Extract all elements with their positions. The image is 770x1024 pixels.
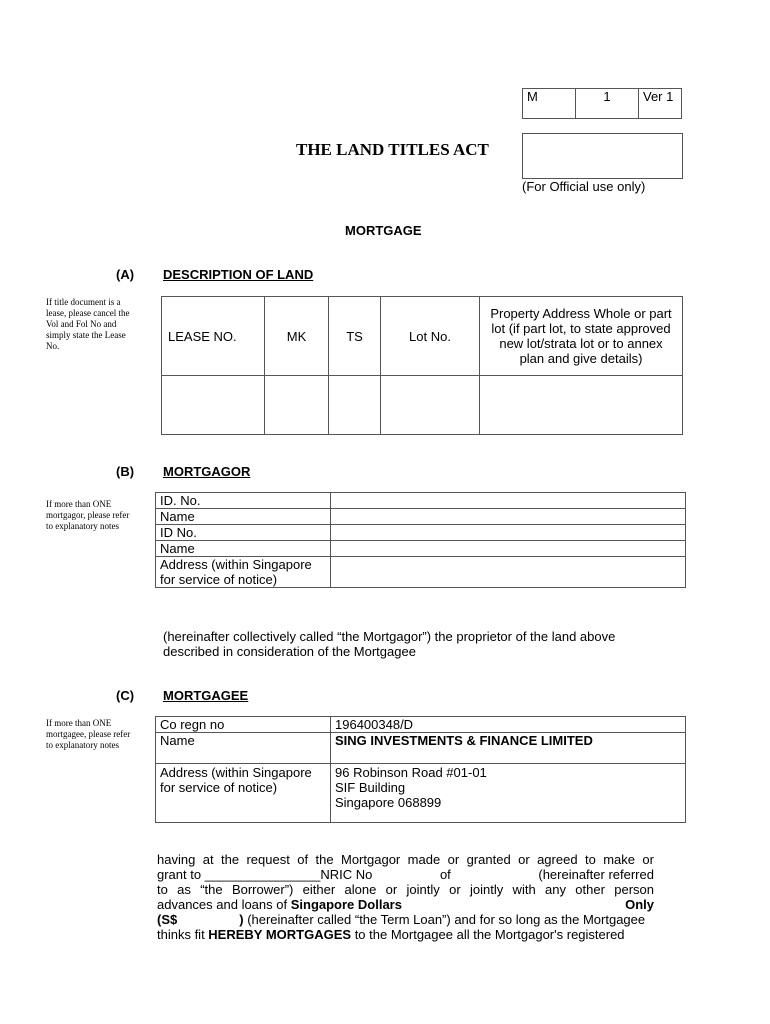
hereby-mortgages-text: HEREBY MORTGAGES [208,927,352,942]
form-version: Ver 1 [639,89,682,119]
col-ts: TS [329,297,381,376]
form-number: 1 [576,89,639,119]
col-lease-no: LEASE NO. [162,297,265,376]
cell-ts[interactable] [329,376,381,435]
loan-clause-line-5 [157,912,654,927]
mortgagee-value-name: SING INVESTMENTS & FINANCE LIMITED [331,733,686,764]
mortgagor-label-name-2: Name [156,541,331,557]
doc-heading: MORTGAGE [345,223,422,238]
term-loan-text: (hereinafter called “the Term Loan”) and for so long as the Mortgagee [243,912,646,927]
form-code: M [523,89,576,119]
of-text: of [439,867,451,882]
form-code-box [522,88,682,119]
col-property-address: Property Address Whole or part lot (if part lot, to state approved new lot/strata lot or to annex plan and give details) [480,297,683,376]
mortgagee-label-address: Address (within Singapore for service of notice) [156,764,331,823]
mortgagor-value-name-2[interactable] [331,541,686,557]
loan-clause-line-1: having at the request of the Mortgagor made or granted or agreed to make or [157,852,654,867]
currency-text: Singapore Dollars [290,897,402,912]
loan-clause-line-4 [157,897,654,912]
col-mk: MK [265,297,329,376]
mortgagor-label-id-2: ID No. [156,525,331,541]
mortgagee-value-co-regn: 196400348/D [331,717,686,733]
section-c-letter: (C) [116,688,135,703]
mortgagee-value-address [331,764,686,823]
mortgagor-table [155,492,686,588]
address-line-2: SIF Building [335,780,406,795]
sgd-amount-open: (S$ [157,912,178,927]
address-line-1: 96 Robinson Road #01-01 [335,765,487,780]
mortgagor-clause: (hereinafter collectively called “the Mortgagor”) the proprietor of the land above described in consideration of the Mortgagee [163,629,616,659]
cell-lot-no[interactable] [381,376,480,435]
section-b-title: MORTGAGOR [163,464,251,479]
mortgagor-label-name-1: Name [156,509,331,525]
sgd-amount-close: ) [239,912,244,927]
loan-clause-line-3: to as “the Borrower”) either alone or jointly or jointly with any other person [157,882,654,897]
registered-text: to the Mortgagee all the Mortgagor's registered [351,927,625,942]
official-use-label: (For Official use only) [522,179,646,194]
cell-property-address[interactable] [480,376,683,435]
address-line-3: Singapore 068899 [335,795,442,810]
section-a-letter: (A) [116,267,135,282]
section-b-letter: (B) [116,464,135,479]
thinks-fit-text: thinks fit [157,927,209,942]
loan-clause-line-6 [157,927,654,942]
col-lot-no: Lot No. [381,297,480,376]
only-text: Only [625,897,654,912]
mortgagor-value-id-2[interactable] [331,525,686,541]
mortgagor-value-id-1[interactable] [331,493,686,509]
page-title: THE LAND TITLES ACT [296,140,489,159]
hereinafter-text: (hereinafter referred [538,867,654,882]
cell-lease-no[interactable] [162,376,265,435]
section-b-note: If more than ONE mortgagor, please refer to explanatory notes [46,499,130,531]
mortgagee-table [155,716,686,823]
mortgagor-label-id-1: ID. No. [156,493,331,509]
section-a-note: If title document is a lease, please cancel the Vol and Fol No and simply state the Lease No. [46,297,130,351]
land-description-table [161,296,683,435]
advances-text [157,897,402,912]
mortgagee-label-co-regn: Co regn no [156,717,331,733]
loan-clause-line-2 [157,867,654,882]
official-use-box [522,133,683,179]
section-c-note: If more than ONE mortgagee, please refer to explanatory notes [46,718,131,750]
advances-prefix: advances and loans of [157,897,291,912]
borrower-grant-text: grant to ________________NRIC No [157,867,373,882]
mortgagee-label-name: Name [156,733,331,764]
section-c-title: MORTGAGEE [163,688,249,703]
cell-mk[interactable] [265,376,329,435]
mortgagor-value-name-1[interactable] [331,509,686,525]
section-a-title: DESCRIPTION OF LAND [163,267,314,282]
mortgagor-label-address: Address (within Singapore for service of notice) [156,557,331,588]
loan-clause [157,852,654,942]
mortgagor-value-address[interactable] [331,557,686,588]
